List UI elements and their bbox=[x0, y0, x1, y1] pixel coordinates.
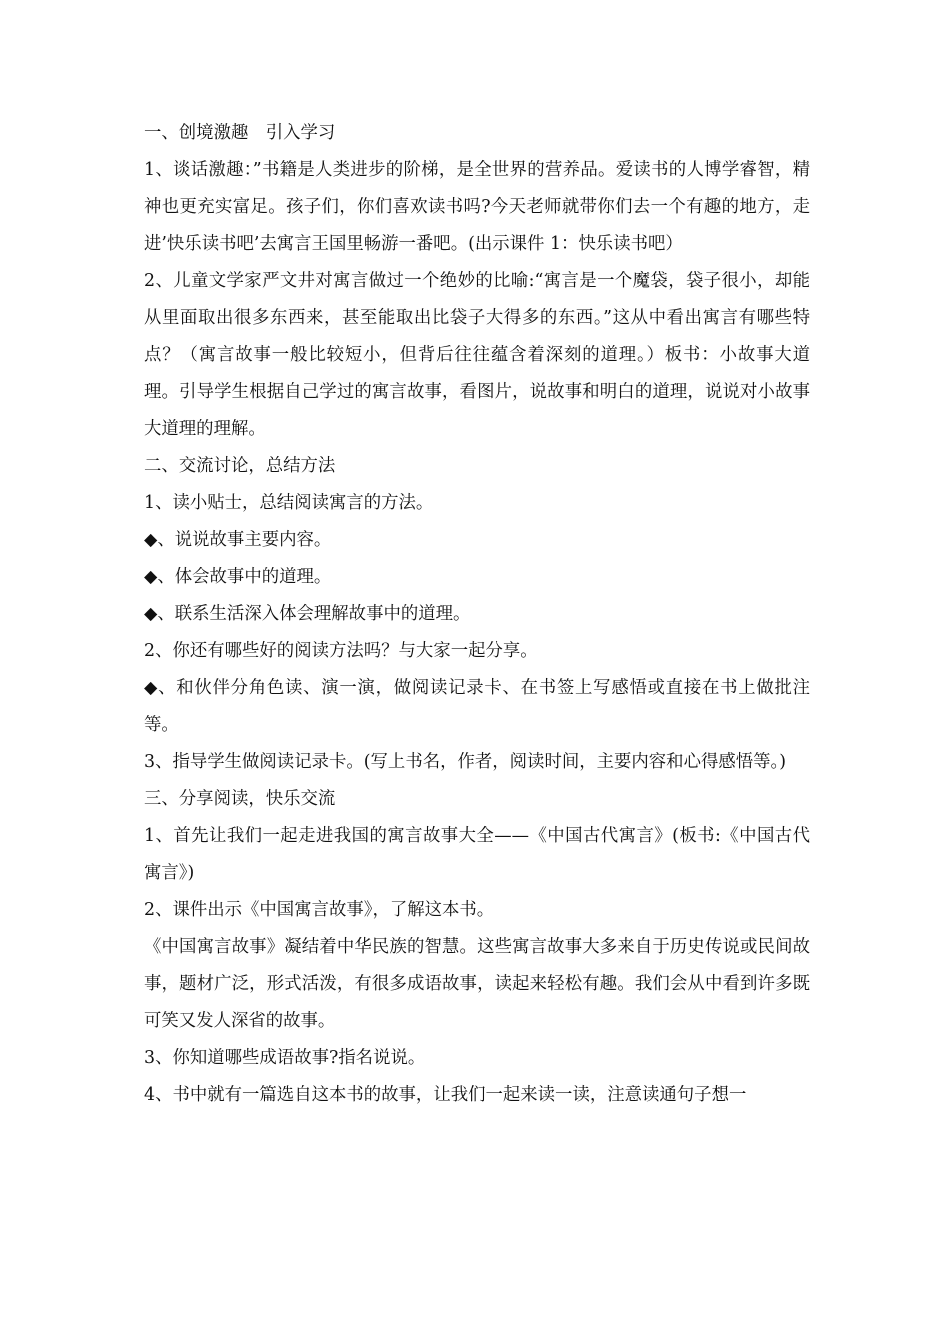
bullet-item-role-play: ◆、和伙伴分角色读、演一演，做阅读记录卡、在书签上写感悟或直接在书上做批注等。 bbox=[144, 678, 810, 735]
paragraph-ancient-fables: 1、首先让我们一起走进我国的寓言故事大全——《中国古代寓言》(板书:《中国古代寓言》) bbox=[144, 826, 810, 883]
paragraph-reading-card: 3、指导学生做阅读记录卡。(写上书名，作者，阅读时间，主要内容和心得感悟等。) bbox=[144, 752, 787, 772]
paragraph-read-together: 4、书中就有一篇选自这本书的故事，让我们一起来读一读，注意读通句子想一 bbox=[144, 1085, 747, 1105]
bullet-item-moral: ◆、体会故事中的道理。 bbox=[144, 567, 332, 587]
section-heading-3: 三、分享阅读，快乐交流 bbox=[144, 789, 336, 809]
section-heading-2: 二、交流讨论，总结方法 bbox=[144, 456, 336, 476]
bullet-item-real-life: ◆、联系生活深入体会理解故事中的道理。 bbox=[144, 604, 471, 624]
paragraph-idiom-stories: 3、你知道哪些成语故事?指名说说。 bbox=[144, 1048, 426, 1068]
section-heading-1: 一、创境激趣 引入学习 bbox=[144, 123, 336, 143]
paragraph-courseware: 2、课件出示《中国寓言故事》，了解这本书。 bbox=[144, 900, 495, 920]
paragraph-share-methods: 2、你还有哪些好的阅读方法吗？与大家一起分享。 bbox=[144, 641, 538, 661]
paragraph-intro-talk: 1、谈话激趣：”书籍是人类进步的阶梯，是全世界的营养品。爱读书的人博学睿智，精神也更充实富足。孩子们，你们喜欢读书吗?今天老师就带你们去一个有趣的地方，走进’快乐读书吧’去寓言王国里畅游一番吧。(出示课件 1：快乐读书吧） bbox=[144, 160, 810, 254]
paragraph-fable-metaphor: 2、儿童文学家严文井对寓言做过一个绝妙的比喻:“寓言是一个魔袋，袋子很小，却能从里面取出很多东西来，甚至能取出比袋子大得多的东西。”这从中看出寓言有哪些特点？（寓言故事一般比较短小，但背后往往蕴含着深刻的道理。）板书：小故事大道理。引导学生根据自己学过的寓言故事，看图片，说故事和明白的道理，说说对小故事大道理的理解。 bbox=[144, 271, 810, 439]
paragraph-tips: 1、读小贴士，总结阅读寓言的方法。 bbox=[144, 493, 434, 513]
bullet-item-main-content: ◆、说说故事主要内容。 bbox=[144, 530, 332, 550]
document-body bbox=[144, 115, 810, 1114]
paragraph-book-description: 《中国寓言故事》凝结着中华民族的智慧。这些寓言故事大多来自于历史传说或民间故事，题材广泛，形式活泼，有很多成语故事，读起来轻松有趣。我们会从中看到许多既可笑又发人深省的故事。 bbox=[144, 937, 810, 1031]
